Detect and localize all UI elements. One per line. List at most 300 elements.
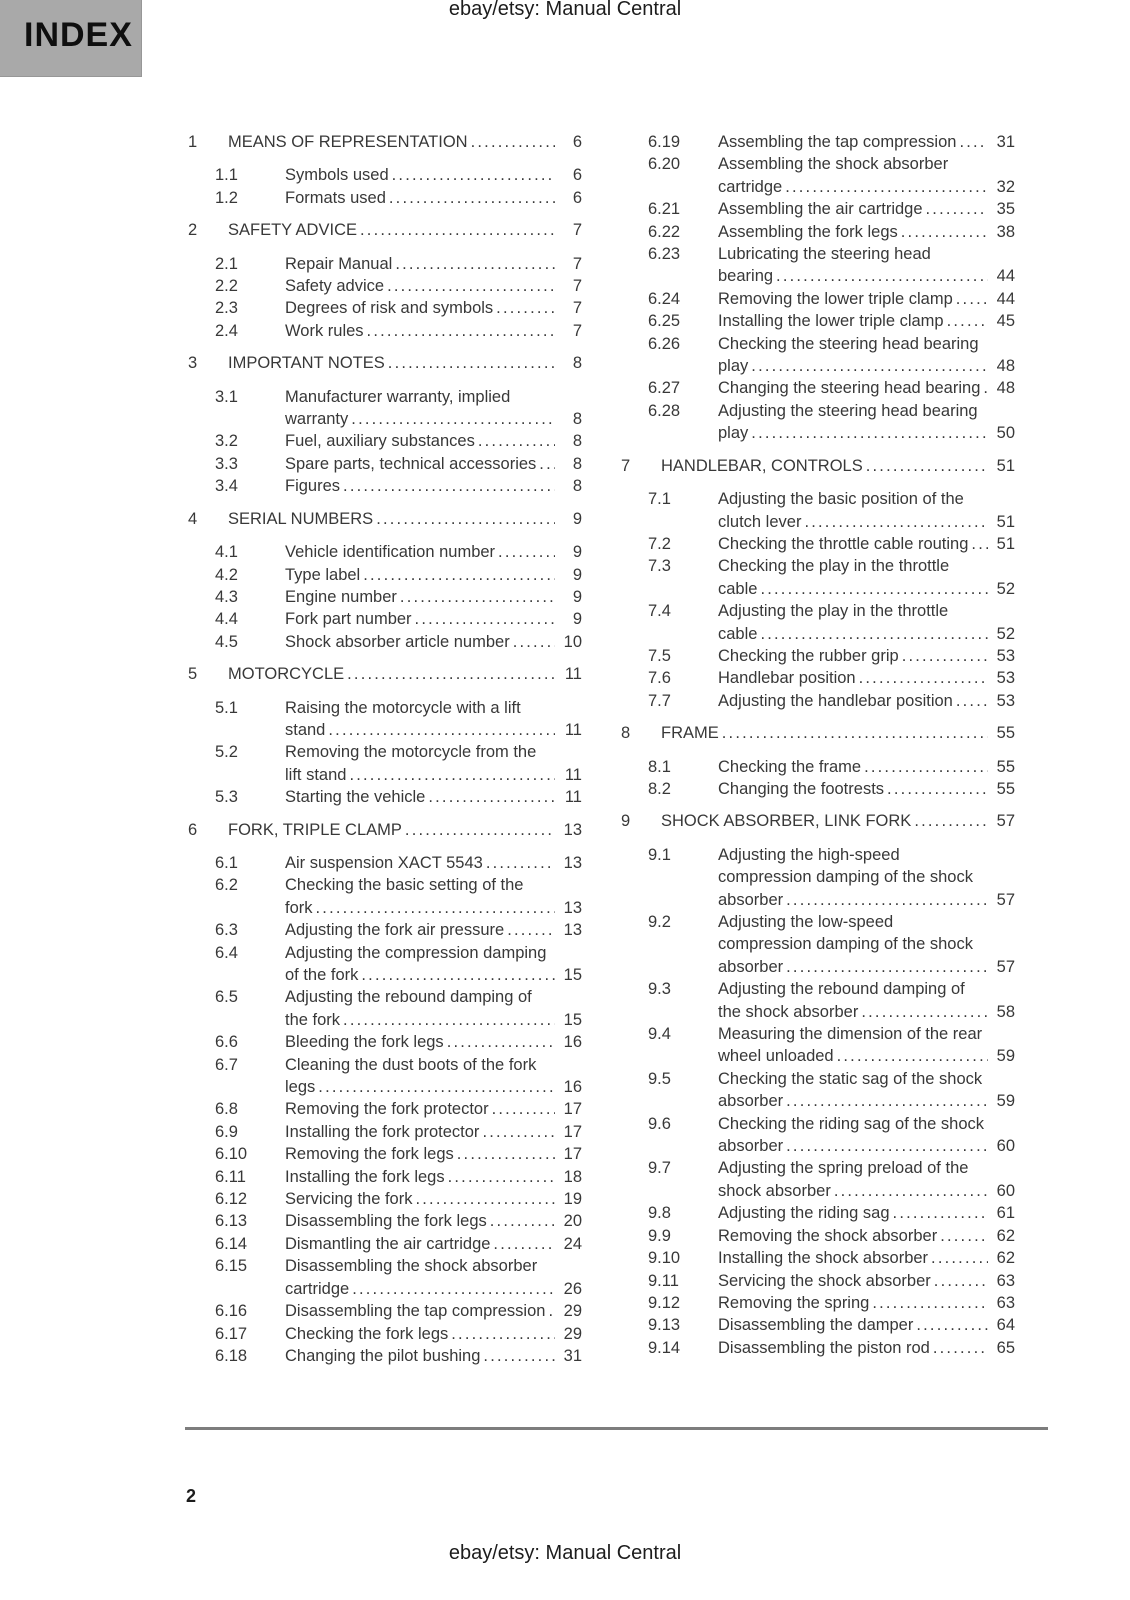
toc-entry-title: [661, 810, 1015, 832]
dot-leader: [389, 187, 555, 209]
toc-entry-page-number: 18: [563, 1167, 582, 1186]
toc-entry-last-line: [285, 1031, 582, 1053]
toc-entry-title-line: bearing: [718, 267, 774, 286]
toc-entry-title-line: cable: [718, 579, 758, 598]
toc-entry-title: [285, 1054, 582, 1099]
toc-subsection-entry: [621, 645, 1015, 667]
toc-entry-title: [718, 1247, 1015, 1269]
toc-subsection-entry: [621, 690, 1015, 712]
toc-entry-page-number: 24: [563, 1234, 582, 1253]
toc-entry-number: 6.15: [215, 1257, 248, 1276]
toc-entry-page-number: 52: [996, 579, 1015, 598]
toc-column-left: [188, 131, 582, 1367]
toc-entry-title: [285, 164, 582, 186]
dot-leader: [318, 1076, 555, 1098]
toc-subsection-entry: [188, 986, 582, 1031]
toc-entry-title: [285, 942, 582, 987]
toc-entry-title: [718, 533, 1015, 555]
toc-entry-last-line: [285, 320, 582, 342]
toc-entry-page-number: 8: [572, 410, 582, 429]
toc-entry-last-line: [718, 1135, 1015, 1157]
toc-entry-title-line: Adjusting the low-speed: [718, 913, 894, 931]
toc-entry-title: [285, 187, 582, 209]
toc-entry-last-line: [718, 1202, 1015, 1224]
toc-entry-last-line: [228, 508, 582, 530]
toc-entry-number: 6.10: [215, 1145, 248, 1164]
toc-subsection-entry: [188, 1166, 582, 1188]
toc-entry-number: 6.7: [215, 1055, 238, 1074]
toc-entry-title-line: absorber: [718, 890, 784, 909]
toc-subsection-entry: [621, 756, 1015, 778]
toc-entry-title-line: FRAME: [661, 724, 719, 743]
toc-entry-title: [285, 1233, 582, 1255]
dot-leader: [352, 1278, 555, 1300]
toc-subsection-entry: [621, 533, 1015, 555]
toc-subsection-entry: [188, 187, 582, 209]
toc-entry-title-line: Engine number: [285, 587, 397, 606]
dot-leader: [415, 1188, 555, 1210]
toc-entry-title: [285, 1300, 582, 1322]
toc-entry-title: [718, 756, 1015, 778]
toc-subsection-entry: [188, 564, 582, 586]
toc-entry-page-number: 13: [563, 820, 582, 839]
dot-leader: [343, 475, 555, 497]
toc-entry-last-line: [718, 377, 1015, 399]
toc-entry-page-number: 60: [996, 1137, 1015, 1156]
toc-entry-number: 7.7: [648, 691, 671, 710]
toc-entry-page-number: 44: [996, 267, 1015, 286]
footer-title: ebay/etsy: Manual Central: [448, 1542, 682, 1564]
dot-leader: [316, 897, 555, 919]
toc-entry-last-line: [285, 919, 582, 941]
toc-entry-last-line: [718, 511, 1015, 533]
toc-section-entry: [621, 810, 1015, 832]
toc-entry-last-line: [285, 631, 582, 653]
toc-subsection-entry: [621, 131, 1015, 153]
toc-entry-page-number: 55: [996, 757, 1015, 776]
dot-leader: [934, 1270, 988, 1292]
toc-entry-title: [285, 386, 582, 431]
toc-entry-number: 6.23: [648, 245, 681, 264]
toc-entry-title-line: absorber: [718, 957, 784, 976]
toc-entry-title-line: Checking the steering head bearing: [718, 334, 979, 353]
toc-entry-number: 3.3: [215, 454, 238, 473]
toc-entry-title-line: absorber: [718, 1092, 784, 1111]
dot-leader: [785, 176, 988, 198]
toc-entry-page-number: 62: [996, 1249, 1015, 1268]
toc-entry-number: 4: [188, 509, 198, 528]
toc-entry-page-number: 9: [572, 587, 582, 606]
dot-leader: [804, 511, 988, 533]
toc-entry-last-line: [285, 475, 582, 497]
dot-leader: [448, 1166, 555, 1188]
toc-entry-title: [285, 741, 582, 786]
toc-entry-title-line: Disassembling the tap compression: [285, 1302, 546, 1321]
toc-entry-title-line: Disassembling the fork legs: [285, 1212, 487, 1231]
toc-entry-number: 2.4: [215, 321, 238, 340]
toc-entry-number: 4.3: [215, 587, 238, 606]
toc-entry-title: [285, 1031, 582, 1053]
toc-subsection-entry: [621, 555, 1015, 600]
toc-entry-last-line: [228, 819, 582, 841]
toc-subsection-entry: [621, 1292, 1015, 1314]
toc-subsection-entry: [188, 386, 582, 431]
toc-entry-number: 9.9: [648, 1226, 671, 1245]
toc-entry-last-line: [718, 1045, 1015, 1067]
toc-entry-last-line: [661, 810, 1015, 832]
toc-subsection-entry: [188, 1300, 582, 1322]
toc-entry-last-line: [285, 1323, 582, 1345]
toc-entry-title-line: Raising the motorcycle with a lift: [285, 698, 521, 717]
toc-subsection-entry: [621, 600, 1015, 645]
toc-entry-title-line: Checking the rubber grip: [718, 646, 899, 665]
toc-entry-title-line: cartridge: [285, 1279, 350, 1298]
toc-section-entry: [188, 219, 582, 241]
toc-entry-number: 4.5: [215, 632, 238, 651]
toc-entry-number: 7.3: [648, 557, 671, 576]
toc-entry-title-line: Servicing the shock absorber: [718, 1271, 931, 1290]
toc-entry-title-line: SHOCK ABSORBER, LINK FORK: [661, 812, 912, 831]
dot-leader: [483, 1345, 555, 1367]
toc-entry-title-line: Dismantling the air cartridge: [285, 1234, 491, 1253]
toc-entry-title-line: FORK, TRIPLE CLAMP: [228, 820, 402, 839]
toc-entry-page-number: 29: [563, 1324, 582, 1343]
toc-entry-title: [718, 310, 1015, 332]
toc-entry-title: [285, 1323, 582, 1345]
toc-entry-number: 6.25: [648, 312, 681, 331]
toc-entry-number: 9.2: [648, 913, 671, 931]
dot-leader: [507, 919, 555, 941]
toc-entry-page-number: 17: [563, 1122, 582, 1141]
toc-entry-title: [718, 131, 1015, 153]
toc-entry-last-line: [285, 564, 582, 586]
toc-entry-number: 6.22: [648, 222, 681, 241]
dot-leader: [395, 253, 555, 275]
toc-entry-title-line: Degrees of risk and symbols: [285, 299, 494, 318]
toc-entry-number: 9.7: [648, 1159, 671, 1178]
toc-entry-title-line: of the fork: [285, 966, 359, 984]
toc-entry-number: 6.8: [215, 1100, 238, 1119]
toc-entry-last-line: [285, 586, 582, 608]
toc-entry-title-line: Adjusting the rebound damping of: [718, 980, 965, 999]
toc-entry-number: 6.16: [215, 1302, 248, 1321]
toc-entry-title-line: Removing the motorcycle from the: [285, 743, 537, 762]
toc-entry-title-line: Adjusting the spring preload of the: [718, 1159, 969, 1178]
toc-entry-title-line: fork: [285, 898, 313, 917]
toc-entry-number: 9.4: [648, 1025, 671, 1044]
toc-entry-last-line: [718, 578, 1015, 600]
dot-leader: [947, 310, 988, 332]
toc-entry-number: 7.2: [648, 534, 671, 553]
dot-leader: [457, 1143, 555, 1165]
dot-leader: [360, 219, 555, 241]
toc-entry-page-number: 13: [563, 921, 582, 940]
dot-leader: [959, 131, 988, 153]
toc-subsection-entry: [188, 297, 582, 319]
toc-entry-number: 6.19: [648, 133, 681, 151]
toc-entry-page-number: 7: [572, 254, 582, 273]
toc-entry-last-line: [285, 719, 582, 741]
toc-entry-title: [285, 986, 582, 1031]
dot-leader: [493, 1233, 555, 1255]
toc-entry-last-line: [228, 352, 582, 374]
toc-subsection-entry: [188, 1098, 582, 1120]
toc-entry-title-line: absorber: [718, 1137, 784, 1156]
toc-subsection-entry: [188, 1255, 582, 1300]
toc-entry-page-number: 55: [996, 779, 1015, 798]
toc-entry-title: [285, 1098, 582, 1120]
toc-entry-title-line: play: [718, 424, 749, 443]
toc-entry-last-line: [718, 1314, 1015, 1336]
toc-entry-title: [718, 221, 1015, 243]
toc-column-right: [621, 131, 1015, 1367]
toc-entry-title: [285, 475, 582, 497]
toc-subsection-entry: [188, 1031, 582, 1053]
toc-subsection-entry: [188, 1210, 582, 1232]
toc-entry-number: 6.17: [215, 1324, 248, 1343]
dot-leader: [347, 663, 555, 685]
dot-leader: [478, 430, 555, 452]
toc-entry-number: 6.28: [648, 401, 681, 420]
toc-subsection-entry: [188, 919, 582, 941]
dot-leader: [486, 852, 555, 874]
header-title: ebay/etsy: Manual Central: [448, 0, 682, 20]
toc-entry-page-number: 50: [996, 424, 1015, 443]
toc-entry-number: 6.20: [648, 155, 681, 174]
toc-entry-page-number: 16: [563, 1033, 582, 1052]
dot-leader: [388, 352, 555, 374]
toc-subsection-entry: [621, 243, 1015, 288]
toc-entry-last-line: [718, 310, 1015, 332]
toc-entry-number: 9.11: [648, 1271, 679, 1290]
toc-entry-last-line: [285, 1210, 582, 1232]
toc-entry-title: [285, 1255, 582, 1300]
toc-entry-number: 3.2: [215, 432, 238, 451]
toc-entry-title-line: Removing the fork protector: [285, 1100, 489, 1119]
toc-entry-title-line: stand: [285, 720, 326, 739]
toc-entry-page-number: 60: [996, 1181, 1015, 1200]
toc-subsection-entry: [188, 608, 582, 630]
toc-entry-number: 6.6: [215, 1033, 238, 1052]
toc-entry-title-line: Shock absorber article number: [285, 632, 510, 651]
toc-entry-page-number: 7: [572, 277, 582, 296]
toc-entry-last-line: [285, 608, 582, 630]
toc-entry-title-line: Removing the shock absorber: [718, 1226, 938, 1245]
dot-leader: [931, 1247, 988, 1269]
toc-subsection-entry: [621, 1270, 1015, 1292]
toc-entry-title: [718, 690, 1015, 712]
toc-entry-page-number: 8: [572, 354, 582, 373]
toc-entry-page-number: 65: [996, 1338, 1015, 1357]
toc-entry-page-number: 11: [564, 765, 582, 784]
toc-entry-last-line: [718, 667, 1015, 689]
toc-entry-last-line: [718, 221, 1015, 243]
toc-entry-page-number: 51: [996, 456, 1015, 475]
toc-entry-title-line: Bleeding the fork legs: [285, 1033, 444, 1052]
toc-subsection-entry: [188, 475, 582, 497]
toc-entry-title-line: cable: [718, 624, 758, 643]
toc-entry-title: [718, 645, 1015, 667]
toc-entry-last-line: [718, 422, 1015, 444]
toc-entry-title: [285, 1143, 582, 1165]
toc-entry-number: 6.1: [215, 853, 238, 872]
toc-entry-last-line: [285, 1300, 582, 1322]
dot-leader: [447, 1031, 555, 1053]
toc-entry-number: 6.14: [215, 1234, 248, 1253]
toc-entry-page-number: 9: [572, 509, 582, 528]
toc-subsection-entry: [188, 1143, 582, 1165]
toc-entry-page-number: 8: [572, 454, 582, 473]
toc-entry-last-line: [285, 1009, 582, 1031]
toc-entry-title: [718, 844, 1015, 911]
toc-entry-title: [718, 488, 1015, 533]
toc-entry-last-line: [718, 1180, 1015, 1202]
dot-leader: [893, 1202, 988, 1224]
toc-entry-page-number: 31: [563, 1346, 582, 1365]
toc-entry-title: [718, 1068, 1015, 1113]
toc-entry-last-line: [718, 1292, 1015, 1314]
toc-subsection-entry: [621, 488, 1015, 533]
dot-leader: [492, 1098, 555, 1120]
toc-entry-number: 9.13: [648, 1316, 681, 1335]
toc-entry-last-line: [718, 198, 1015, 220]
toc-entry-title: [285, 919, 582, 941]
toc-entry-page-number: 6: [572, 166, 582, 185]
toc-entry-title: [718, 555, 1015, 600]
toc-subsection-entry: [188, 942, 582, 987]
dot-leader: [933, 1337, 988, 1359]
toc-entry-page-number: 17: [563, 1145, 582, 1164]
toc-entry-title-line: Work rules: [285, 321, 364, 340]
dot-leader: [983, 377, 988, 399]
dot-leader: [786, 1135, 988, 1157]
toc-entry-last-line: [285, 453, 582, 475]
toc-entry-page-number: 8: [572, 477, 582, 496]
dot-leader: [864, 756, 988, 778]
dot-leader: [786, 956, 988, 978]
toc-entry-title: [285, 1188, 582, 1210]
toc-entry-last-line: [718, 690, 1015, 712]
toc-entry-title-line: Checking the frame: [718, 757, 862, 776]
toc-section-entry: [188, 352, 582, 374]
table-of-contents: [188, 131, 1015, 1367]
toc-entry-number: 4.2: [215, 565, 238, 584]
toc-entry-last-line: [661, 722, 1015, 744]
toc-entry-title: [285, 541, 582, 563]
index-label: INDEX: [24, 16, 133, 54]
toc-entry-title-line: Disassembling the piston rod: [718, 1338, 930, 1357]
toc-entry-number: 6.24: [648, 289, 681, 308]
toc-entry-number: 6.5: [215, 988, 238, 1007]
toc-entry-last-line: [285, 1188, 582, 1210]
toc-entry-title: [718, 1270, 1015, 1292]
toc-entry-last-line: [285, 1076, 582, 1098]
toc-entry-title: [718, 400, 1015, 445]
dot-leader: [834, 1180, 988, 1202]
toc-subsection-entry: [188, 1121, 582, 1143]
toc-entry-title: [285, 320, 582, 342]
toc-entry-title: [285, 631, 582, 653]
toc-entry-title-line: Adjusting the compression damping: [285, 943, 547, 962]
toc-entry-title: [228, 131, 582, 153]
toc-entry-last-line: [718, 1337, 1015, 1359]
toc-entry-page-number: 57: [996, 957, 1015, 976]
toc-entry-last-line: [285, 1098, 582, 1120]
toc-entry-last-line: [285, 1143, 582, 1165]
toc-entry-title-line: IMPORTANT NOTES: [228, 354, 385, 373]
toc-entry-last-line: [285, 1233, 582, 1255]
toc-entry-title: [228, 219, 582, 241]
toc-entry-title-line: Removing the lower triple clamp: [718, 289, 953, 308]
dot-leader: [776, 265, 988, 287]
toc-entry-number: 8: [621, 724, 631, 743]
toc-entry-last-line: [718, 778, 1015, 800]
toc-section-entry: [188, 508, 582, 530]
toc-entry-title-line: compression damping of the shock: [718, 935, 973, 954]
toc-entry-title: [285, 852, 582, 874]
toc-entry-title-line: Adjusting the rebound damping of: [285, 988, 532, 1007]
toc-entry-title-line: Checking the throttle cable routing: [718, 534, 969, 553]
dot-leader: [428, 786, 555, 808]
toc-entry-number: 9.14: [648, 1338, 681, 1357]
toc-entry-last-line: [718, 623, 1015, 645]
dot-leader: [496, 297, 555, 319]
toc-entry-title-line: Changing the footrests: [718, 779, 885, 798]
toc-entry-page-number: 6: [572, 188, 582, 207]
dot-leader: [901, 221, 988, 243]
toc-entry-last-line: [718, 533, 1015, 555]
dot-leader: [361, 964, 555, 986]
toc-entry-title: [661, 722, 1015, 744]
toc-entry-title-line: play: [718, 357, 749, 376]
toc-entry-title-line: Handlebar position: [718, 669, 856, 688]
toc-entry-title-line: Installing the fork protector: [285, 1122, 480, 1141]
toc-subsection-entry: [188, 320, 582, 342]
toc-entry-title-line: Adjusting the handlebar position: [718, 691, 953, 710]
toc-subsection-entry: [621, 1314, 1015, 1336]
toc-entry-title: [718, 243, 1015, 288]
toc-entry-number: 3: [188, 354, 198, 373]
toc-section-entry: [621, 455, 1015, 477]
toc-entry-page-number: 26: [563, 1279, 582, 1298]
toc-subsection-entry: [621, 1157, 1015, 1202]
toc-entry-title-line: Starting the vehicle: [285, 788, 426, 807]
toc-entry-title-line: MEANS OF REPRESENTATION: [228, 133, 468, 151]
toc-entry-title-line: Type label: [285, 565, 361, 584]
toc-entry-page-number: 55: [996, 724, 1015, 743]
dot-leader: [328, 719, 555, 741]
toc-entry-title: [285, 253, 582, 275]
dot-leader: [471, 131, 555, 153]
toc-entry-number: 5.1: [215, 698, 238, 717]
dot-leader: [482, 1121, 555, 1143]
toc-entry-page-number: 19: [563, 1190, 582, 1209]
toc-entry-number: 6.4: [215, 943, 238, 962]
toc-subsection-entry: [621, 1337, 1015, 1359]
dot-leader: [916, 1314, 988, 1336]
toc-entry-number: 6.21: [648, 200, 681, 219]
toc-entry-number: 8.1: [648, 757, 671, 776]
toc-entry-page-number: 53: [996, 646, 1015, 665]
toc-entry-title: [228, 508, 582, 530]
toc-entry-page-number: 31: [996, 133, 1015, 151]
toc-entry-title-line: warranty: [285, 410, 349, 429]
toc-entry-page-number: 20: [563, 1212, 582, 1231]
toc-entry-title-line: lift stand: [285, 765, 347, 784]
toc-entry-title-line: Adjusting the riding sag: [718, 1204, 890, 1223]
dot-leader: [539, 453, 555, 475]
toc-entry-page-number: 9: [572, 565, 582, 584]
